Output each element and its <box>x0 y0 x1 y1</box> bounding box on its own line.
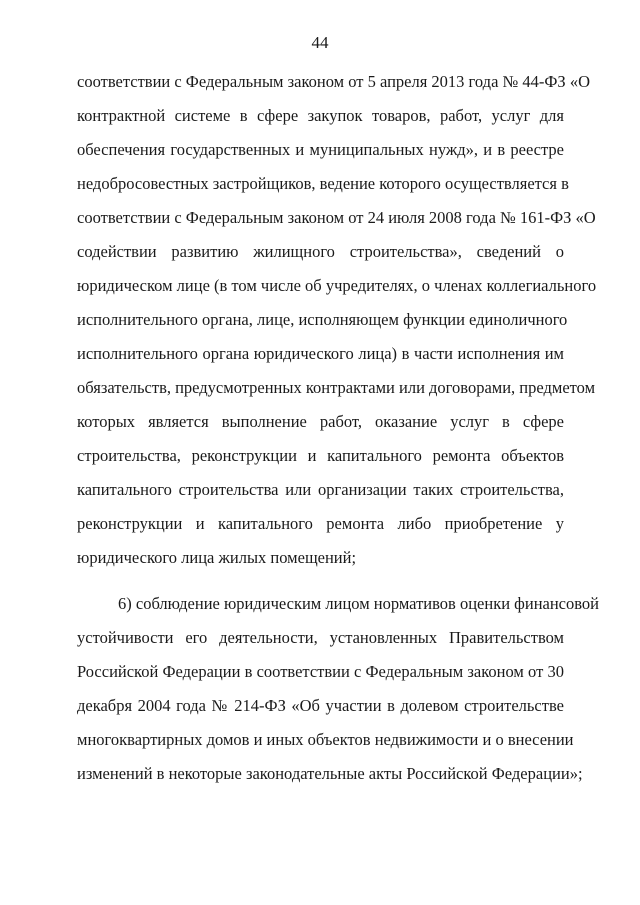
page-number: 44 <box>311 33 329 52</box>
text-line: 6) соблюдение юридическим лицом нормативов оценки финансовой <box>118 594 600 613</box>
text-line: многоквартирных домов и иных объектов недвижимости и о внесении <box>77 730 574 749</box>
text-line: строительства, реконструкции и капитального ремонта объектов <box>77 446 564 465</box>
text-line: исполнительного органа юридического лица) в части исполнения им <box>77 344 564 363</box>
text-line: контрактной системе в сфере закупок товаров, работ, услуг для <box>77 106 564 125</box>
text-line: изменений в некоторые законодательные акты Российской Федерации»; <box>77 764 583 783</box>
text-line: декабря 2004 года № 214-ФЗ «Об участии в долевом строительстве <box>77 696 564 715</box>
text-line: капитального строительства или организации таких строительства, <box>77 480 564 499</box>
text-line: юридического лица жилых помещений; <box>77 548 357 567</box>
text-line: исполнительного органа, лице, исполняющем функции единоличного <box>77 310 568 329</box>
text-line: соответствии с Федеральным законом от 5 апреля 2013 года № 44-ФЗ «О <box>77 72 590 91</box>
text-line: которых является выполнение работ, оказание услуг в сфере <box>77 412 564 431</box>
text-line: соответствии с Федеральным законом от 24 июля 2008 года № 161-ФЗ «О <box>77 208 596 227</box>
text-line: устойчивости его деятельности, установленных Правительством <box>77 628 564 647</box>
text-line: недобросовестных застройщиков, ведение которого осуществляется в <box>77 174 569 193</box>
text-line: обеспечения государственных и муниципальных нужд», и в реестре <box>77 140 564 159</box>
text-line: Российской Федерации в соответствии с Федеральным законом от 30 <box>77 662 564 681</box>
text-line: содействии развитию жилищного строительства», сведений о <box>77 242 564 261</box>
text-line: реконструкции и капитального ремонта либо приобретение у <box>77 514 564 533</box>
text-line: обязательств, предусмотренных контрактами или договорами, предметом <box>77 378 596 397</box>
text-line: юридическом лице (в том числе об учредителях, о членах коллегиального <box>77 276 597 295</box>
